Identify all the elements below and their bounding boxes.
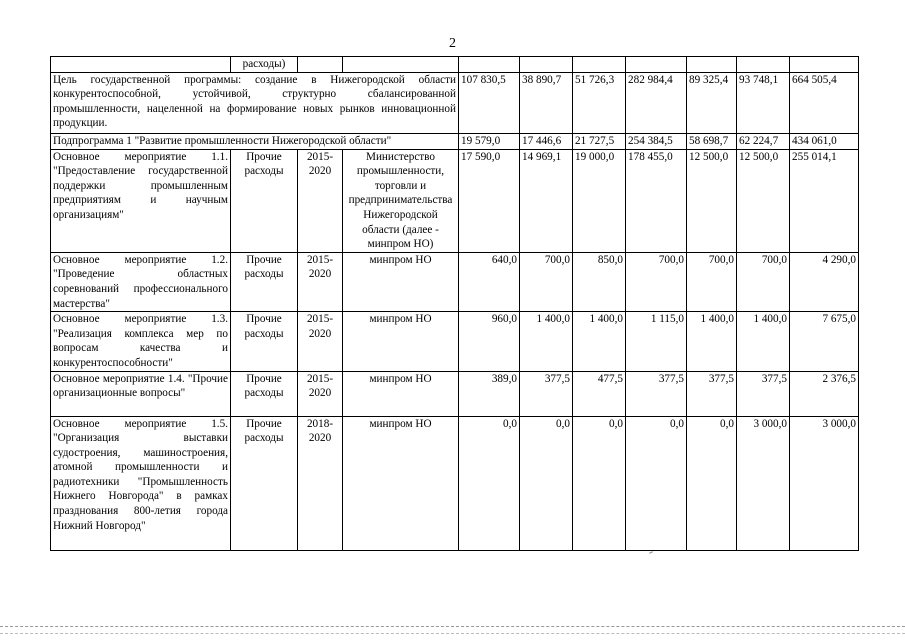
executor-cell: минпром НО [343, 416, 459, 550]
value-cell: 3 000,0 [790, 416, 859, 550]
page-number: 2 [449, 36, 456, 51]
value-cell: 7 675,0 [790, 312, 859, 371]
value-cell: 0,0 [520, 416, 573, 550]
value-cell: 700,0 [737, 252, 790, 311]
measure-name: Основное мероприятие 1.2. "Проведение областных соревнований профессионального мастерства" [51, 252, 231, 311]
value-cell: 19 000,0 [573, 149, 626, 252]
executor-cell: минпром НО [343, 371, 459, 416]
period-cell: 2015-2020 [298, 312, 343, 371]
value-cell: 377,5 [626, 371, 687, 416]
value-cell: 0,0 [687, 416, 737, 550]
value-cell: 377,5 [737, 371, 790, 416]
value-cell: 960,0 [459, 312, 520, 371]
cost-type-cell: расходы) [231, 57, 298, 73]
value-cell: 58 698,7 [687, 133, 737, 149]
cost-type-cell: Прочие расходы [231, 371, 298, 416]
measure-name: Основное мероприятие 1.3. "Реализация комплекса мер по вопросам качества и конкурентоспособности" [51, 312, 231, 371]
subprogram-text: Подпрограмма 1 "Развитие промышленности Нижегородской области" [51, 133, 459, 149]
value-cell: 89 325,4 [687, 72, 737, 133]
value-cell: 377,5 [520, 371, 573, 416]
name-cell [51, 57, 231, 73]
value-cell: 17 590,0 [459, 149, 520, 252]
executor-cell: минпром НО [343, 312, 459, 371]
table-row-measure-1-4 [51, 371, 859, 416]
value-cell: 477,5 [573, 371, 626, 416]
value-cell: 0,0 [459, 416, 520, 550]
executor-cell: Министерство промышленности, торговли и предпринимательства Нижегородской области (далее - минпром НО) [343, 149, 459, 252]
table-row-goal [51, 72, 859, 133]
page-bottom-rule [0, 626, 905, 627]
table-row-measure-1-1 [51, 149, 859, 252]
value-cell: 700,0 [687, 252, 737, 311]
value-cell: 3 000,0 [737, 416, 790, 550]
value-cell: 640,0 [459, 252, 520, 311]
value-cell: 389,0 [459, 371, 520, 416]
value-cell: 51 726,3 [573, 72, 626, 133]
period-cell: 2015-2020 [298, 149, 343, 252]
table-row-measure-1-3 [51, 312, 859, 371]
value-cell: 107 830,5 [459, 72, 520, 133]
value-cell: 62 224,7 [737, 133, 790, 149]
cost-type-cell: Прочие расходы [231, 416, 298, 550]
value-cell: 377,5 [687, 371, 737, 416]
scan-speck [649, 551, 653, 554]
value-cell: 12 500,0 [737, 149, 790, 252]
value-cell: 850,0 [573, 252, 626, 311]
value-cell: 664 505,4 [790, 72, 859, 133]
measure-name: Основное мероприятие 1.4. "Прочие организационные вопросы" [51, 371, 231, 416]
value-cell: 254 384,5 [626, 133, 687, 149]
cost-type-cell: Прочие расходы [231, 149, 298, 252]
value-cell: 19 579,0 [459, 133, 520, 149]
value-cell: 93 748,1 [737, 72, 790, 133]
value-cell: 1 400,0 [687, 312, 737, 371]
table-row-measure-1-2 [51, 252, 859, 311]
value-cell: 700,0 [520, 252, 573, 311]
value-cell: 0,0 [573, 416, 626, 550]
period-cell: 2015-2020 [298, 252, 343, 311]
value-cell: 1 400,0 [737, 312, 790, 371]
value-cell: 21 727,5 [573, 133, 626, 149]
cost-type-cell: Прочие расходы [231, 252, 298, 311]
value-cell: 1 115,0 [626, 312, 687, 371]
table-row-measure-1-5 [51, 416, 859, 550]
table-row-subprogram [51, 133, 859, 149]
value-cell: 1 400,0 [573, 312, 626, 371]
value-cell: 700,0 [626, 252, 687, 311]
goal-text: Цель государственной программы: создание в Нижегородской области конкурентоспособной, устойчивой, структурно сбалансированной промышленности, нацеленной на формирование новых рынков инновационной продукции. [51, 72, 459, 133]
value-cell: 17 446,6 [520, 133, 573, 149]
value-cell: 2 376,5 [790, 371, 859, 416]
value-cell: 434 061,0 [790, 133, 859, 149]
budget-table [50, 56, 859, 551]
table-row-header-tail [51, 57, 859, 73]
value-cell: 38 890,7 [520, 72, 573, 133]
measure-name: Основное мероприятие 1.1. "Предоставление государственной поддержки промышленным предприятиям и научным организациям" [51, 149, 231, 252]
value-cell: 12 500,0 [687, 149, 737, 252]
page-bottom-rule [0, 633, 905, 634]
measure-name: Основное мероприятие 1.5. "Организация выставки судостроения, машиностроения, атомной промышленности и радиотехники "Промышленность Нижнего Новгорода" в рамках празднования 800-летия города Нижний Новгород" [51, 416, 231, 550]
period-cell: 2018-2020 [298, 416, 343, 550]
value-cell: 0,0 [626, 416, 687, 550]
value-cell: 178 455,0 [626, 149, 687, 252]
period-cell: 2015-2020 [298, 371, 343, 416]
value-cell: 4 290,0 [790, 252, 859, 311]
value-cell: 1 400,0 [520, 312, 573, 371]
cost-type-cell: Прочие расходы [231, 312, 298, 371]
executor-cell: минпром НО [343, 252, 459, 311]
value-cell: 14 969,1 [520, 149, 573, 252]
value-cell: 282 984,4 [626, 72, 687, 133]
value-cell: 255 014,1 [790, 149, 859, 252]
